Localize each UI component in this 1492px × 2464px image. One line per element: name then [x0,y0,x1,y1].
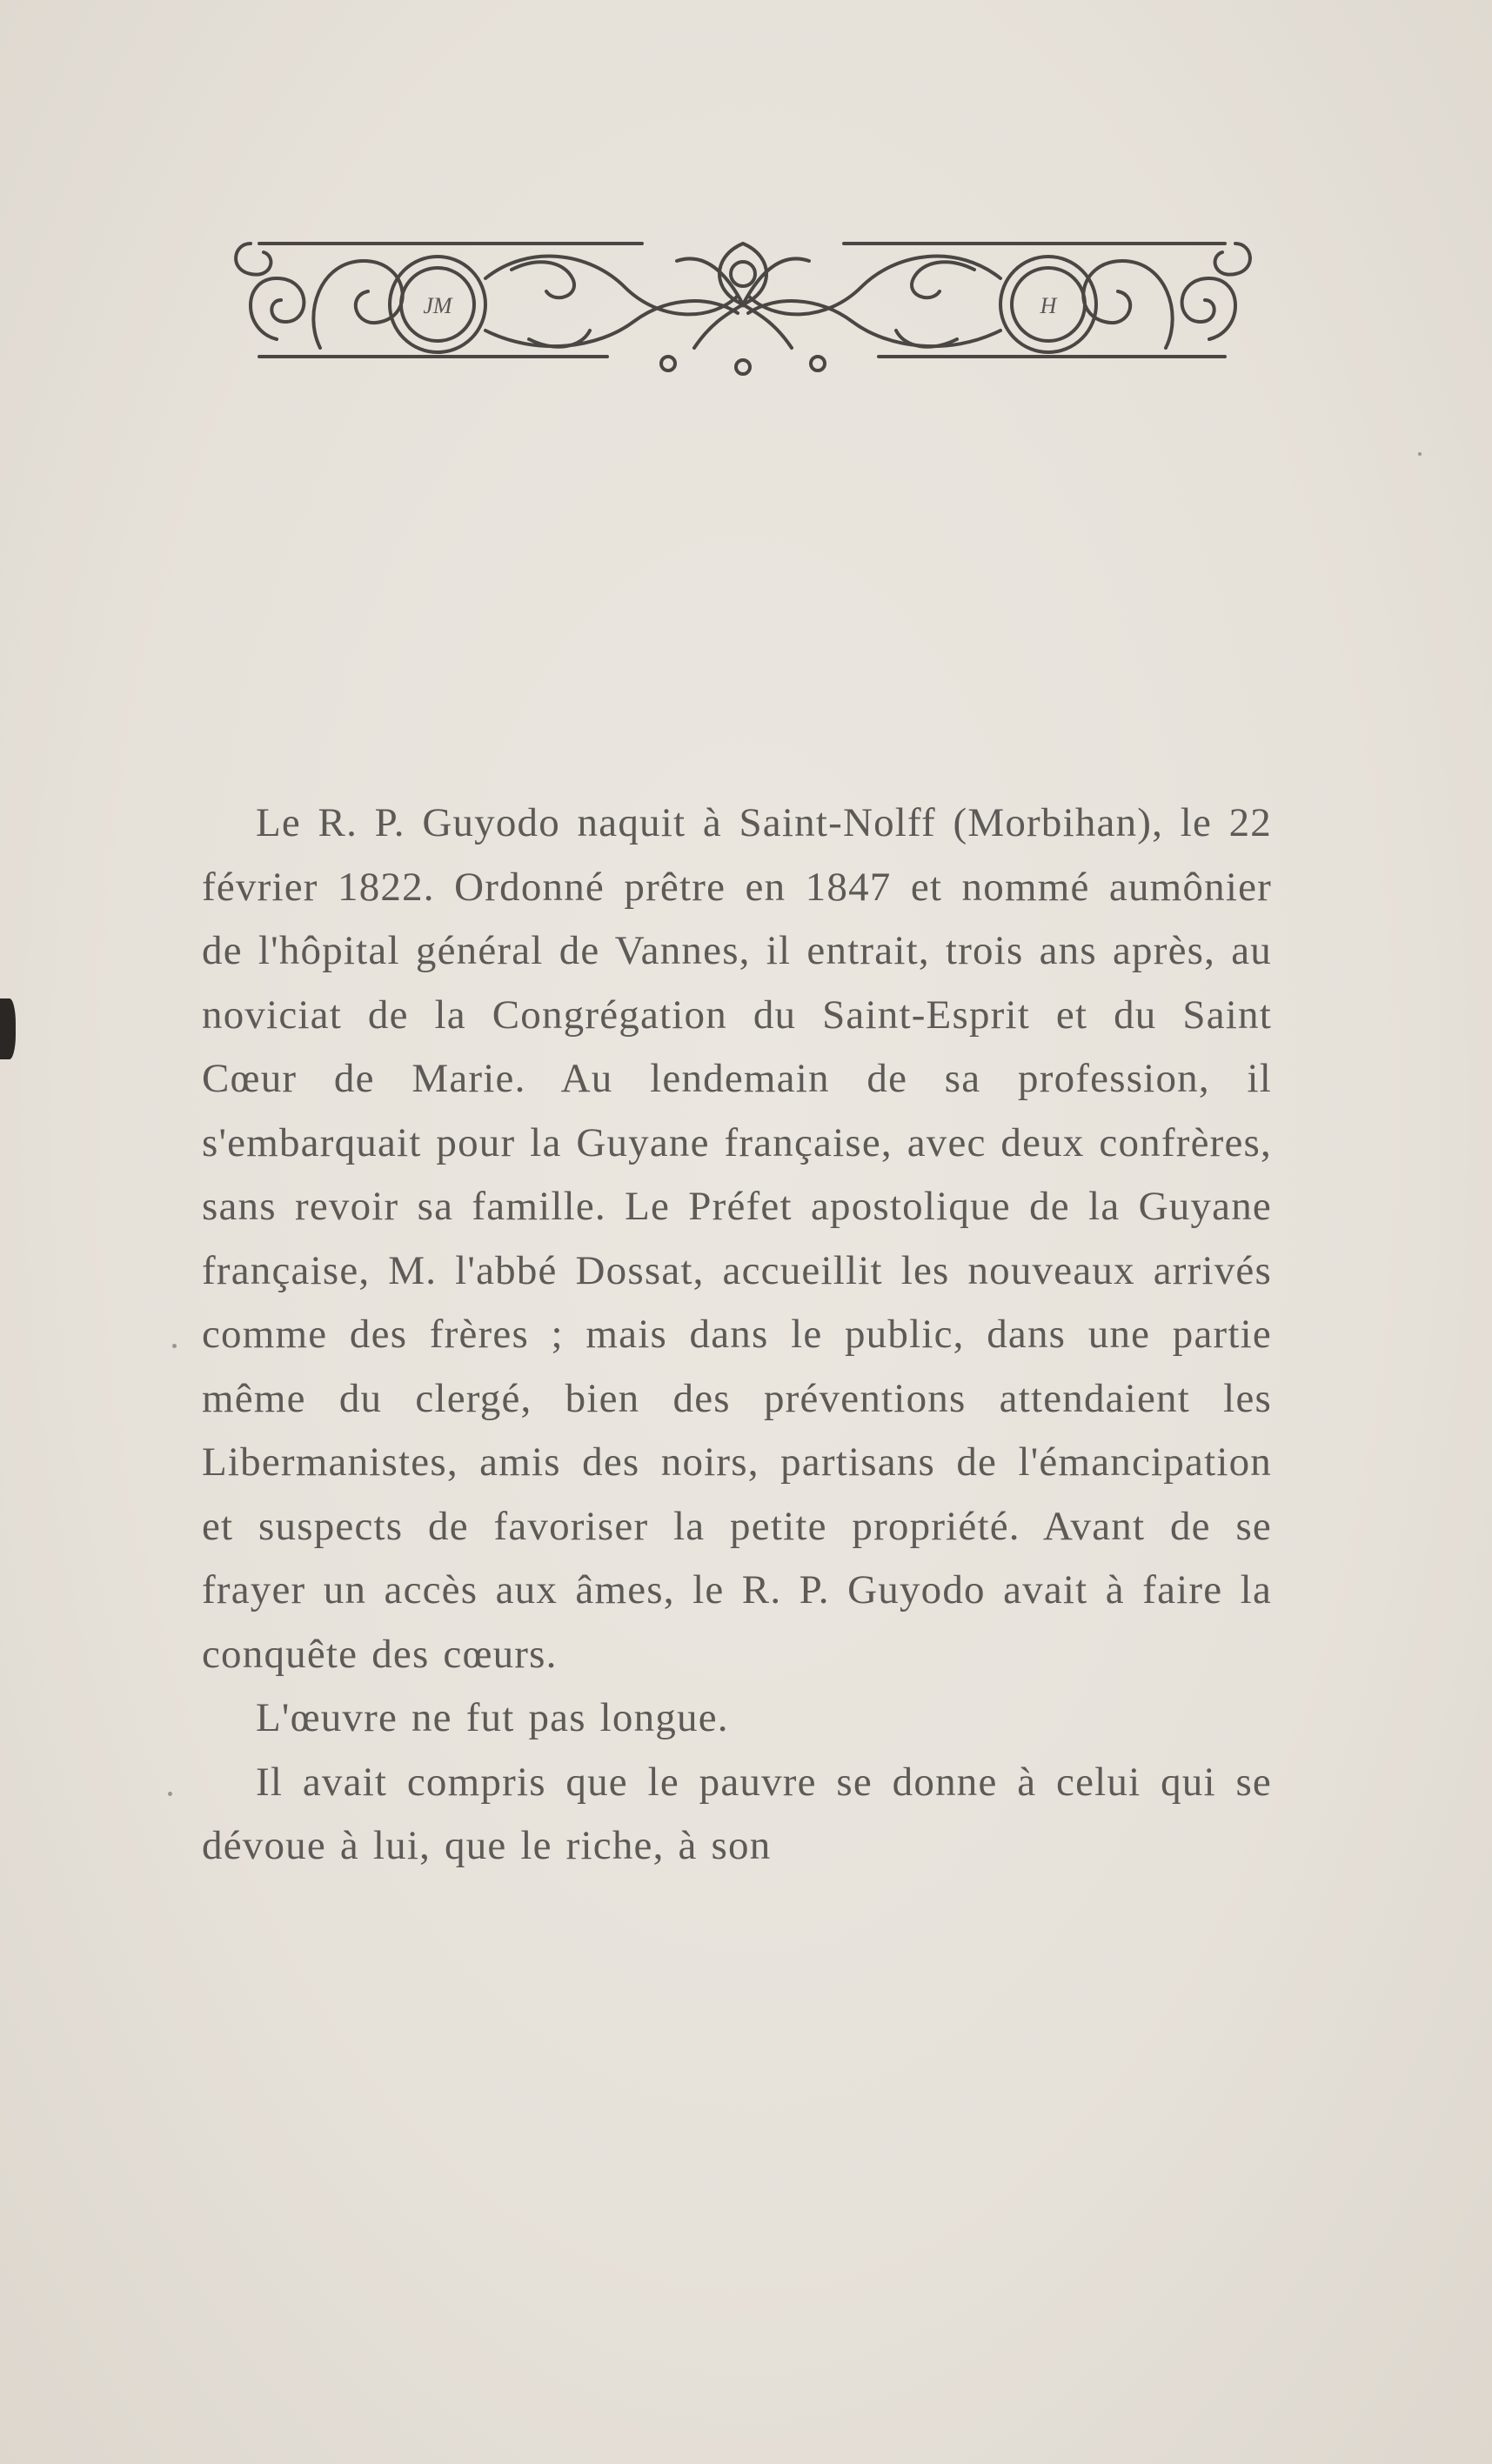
paragraph-2: L'œuvre ne fut pas longue. [256,1695,729,1740]
edge-ink-mark [0,998,16,1059]
monogram-left: JM [423,293,452,318]
paragraph-1: Le R. P. Guyodo naquit à Saint-Nolff (Morbihan), le 22 février 1822. Ordonné prêtre en 1847 et nommé aumônier de l'hôpital général de Vannes, il entrait, trois ans après, au noviciat de la Congrégation du Saint-Esprit et du Saint Cœur de Marie. Au lendemain de sa profession, il s'embarquait pour la Guyane française, avec deux confrères, sans revoir sa famille. Le Préfet apostolique de la Guyane française, M. l'abbé Dossat, accueillit les nouveaux arrivés comme des frères ; mais dans le public, dans une partie même du clergé, bien des préventions attendaient les Libermanistes, amis des noirs, partisans de l'émancipation et suspects de favoriser la petite propriété. Avant de se frayer un accès aux âmes, le R. P. Guyodo avait à faire la conquête des cœurs. [202,800,1272,1677]
decorative-headpiece [224,209,1261,391]
paragraph-3: Il avait compris que le pauvre se donne à celui qui se dévoue à lui, que le riche, à son [202,1759,1272,1868]
paper-speck [1418,452,1422,456]
monogram-right: H [1040,293,1057,318]
headpiece-ornament-icon [224,209,1261,391]
main-text [202,791,1272,1879]
paper-speck [168,1792,172,1796]
paper-speck [172,1344,177,1348]
